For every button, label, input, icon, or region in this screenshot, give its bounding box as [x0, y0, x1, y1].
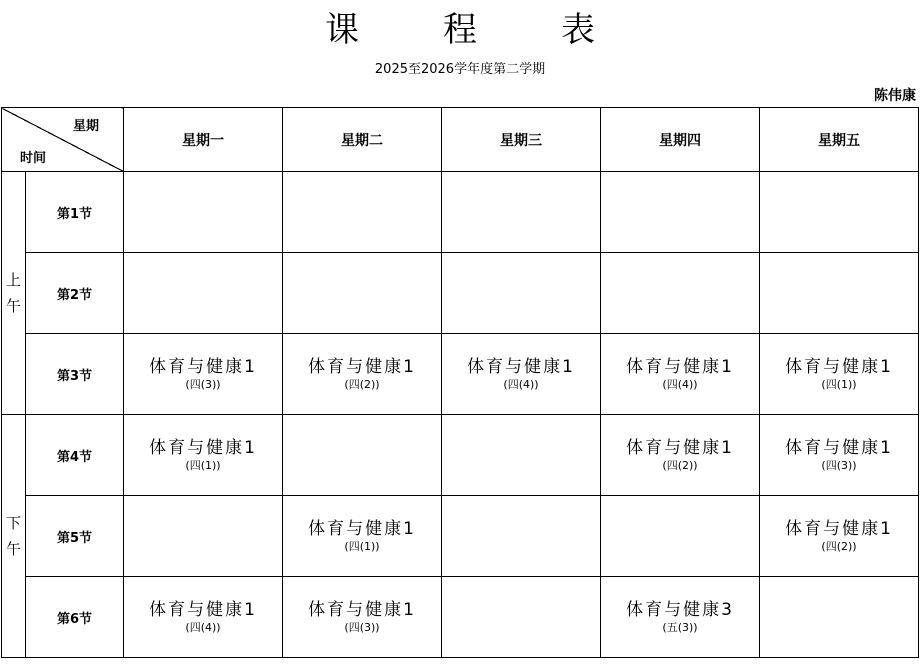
class-code: (四(3)): [821, 459, 857, 472]
schedule-cell: [124, 334, 283, 415]
period-label: 第4节: [26, 415, 124, 496]
schedule-cell: [283, 577, 442, 658]
schedule-cell: [283, 172, 442, 253]
half-day-char: 上: [5, 271, 21, 289]
period-row: [2, 496, 919, 577]
period-row: [2, 415, 919, 496]
course-name: 体育与健康3: [626, 600, 734, 620]
corner-cell: [2, 108, 124, 172]
period-label: 第5节: [26, 496, 124, 577]
half-day-char: 午: [5, 540, 21, 558]
half-day-char: 下: [5, 514, 21, 532]
schedule-cell: [760, 334, 919, 415]
schedule-cell: [760, 577, 919, 658]
period-row: [2, 577, 919, 658]
schedule-cell: [442, 253, 601, 334]
schedule-cell: [760, 253, 919, 334]
week-axis-label: 星期: [72, 119, 99, 134]
course-name: 体育与健康1: [149, 357, 257, 377]
schedule-cell: [442, 577, 601, 658]
period-label: 第2节: [26, 253, 124, 334]
class-code: (四(1)): [185, 459, 221, 472]
class-code: (四(4)): [503, 378, 539, 391]
course-name: 体育与健康1: [149, 438, 257, 458]
period-label: 第1节: [26, 172, 124, 253]
schedule-cell: [601, 334, 760, 415]
schedule-cell: [760, 496, 919, 577]
day-header-wed: 星期三: [442, 108, 601, 172]
schedule-cell: [283, 415, 442, 496]
period-label: 第3节: [26, 334, 124, 415]
period-row: [2, 334, 919, 415]
schedule-cell: [283, 253, 442, 334]
class-code: (四(2)): [662, 459, 698, 472]
schedule-cell: [601, 577, 760, 658]
schedule-cell: [760, 415, 919, 496]
course-name: 体育与健康1: [785, 357, 893, 377]
course-name: 体育与健康1: [785, 519, 893, 539]
schedule-cell: [601, 496, 760, 577]
schedule-cell: [442, 415, 601, 496]
course-name: 体育与健康1: [308, 357, 416, 377]
day-header-tue: 星期二: [283, 108, 442, 172]
course-name: 体育与健康1: [308, 519, 416, 539]
schedule-cell: [601, 172, 760, 253]
class-code: (四(4)): [662, 378, 698, 391]
schedule-cell: [601, 415, 760, 496]
period-label: 第6节: [26, 577, 124, 658]
term-subtitle: 2025至2026学年度第二学期: [374, 62, 546, 77]
period-row: [2, 172, 919, 253]
schedule-cell: [283, 334, 442, 415]
period-row: [2, 253, 919, 334]
timetable: [1, 107, 919, 658]
class-code: (四(4)): [185, 621, 221, 634]
class-code: (四(1)): [344, 540, 380, 553]
page-title: 课程表: [325, 10, 679, 50]
course-name: 体育与健康1: [308, 600, 416, 620]
schedule-cell: [601, 253, 760, 334]
time-axis-label: 时间: [20, 151, 47, 166]
header-row: [2, 108, 919, 172]
day-header-mon: 星期一: [124, 108, 283, 172]
schedule-cell: [760, 172, 919, 253]
schedule-cell: [283, 496, 442, 577]
schedule-cell: [442, 172, 601, 253]
afternoon-label: [2, 415, 26, 658]
schedule-cell: [124, 253, 283, 334]
teacher-name: 陈伟康: [874, 88, 916, 104]
course-name: 体育与健康1: [785, 438, 893, 458]
class-code: (四(3)): [344, 621, 380, 634]
schedule-cell: [442, 334, 601, 415]
class-code: (四(3)): [185, 378, 221, 391]
schedule-cell: [442, 496, 601, 577]
course-name: 体育与健康1: [149, 600, 257, 620]
day-header-thu: 星期四: [601, 108, 760, 172]
course-name: 体育与健康1: [626, 438, 734, 458]
morning-label: [2, 172, 26, 415]
day-header-fri: 星期五: [760, 108, 919, 172]
schedule-cell: [124, 415, 283, 496]
class-code: (四(1)): [821, 378, 857, 391]
course-name: 体育与健康1: [626, 357, 734, 377]
course-name: 体育与健康1: [467, 357, 575, 377]
class-code: (四(2)): [821, 540, 857, 553]
schedule-cell: [124, 577, 283, 658]
half-day-char: 午: [5, 297, 21, 315]
class-code: (四(2)): [344, 378, 380, 391]
schedule-cell: [124, 172, 283, 253]
class-code: (五(3)): [662, 621, 698, 634]
schedule-cell: [124, 496, 283, 577]
